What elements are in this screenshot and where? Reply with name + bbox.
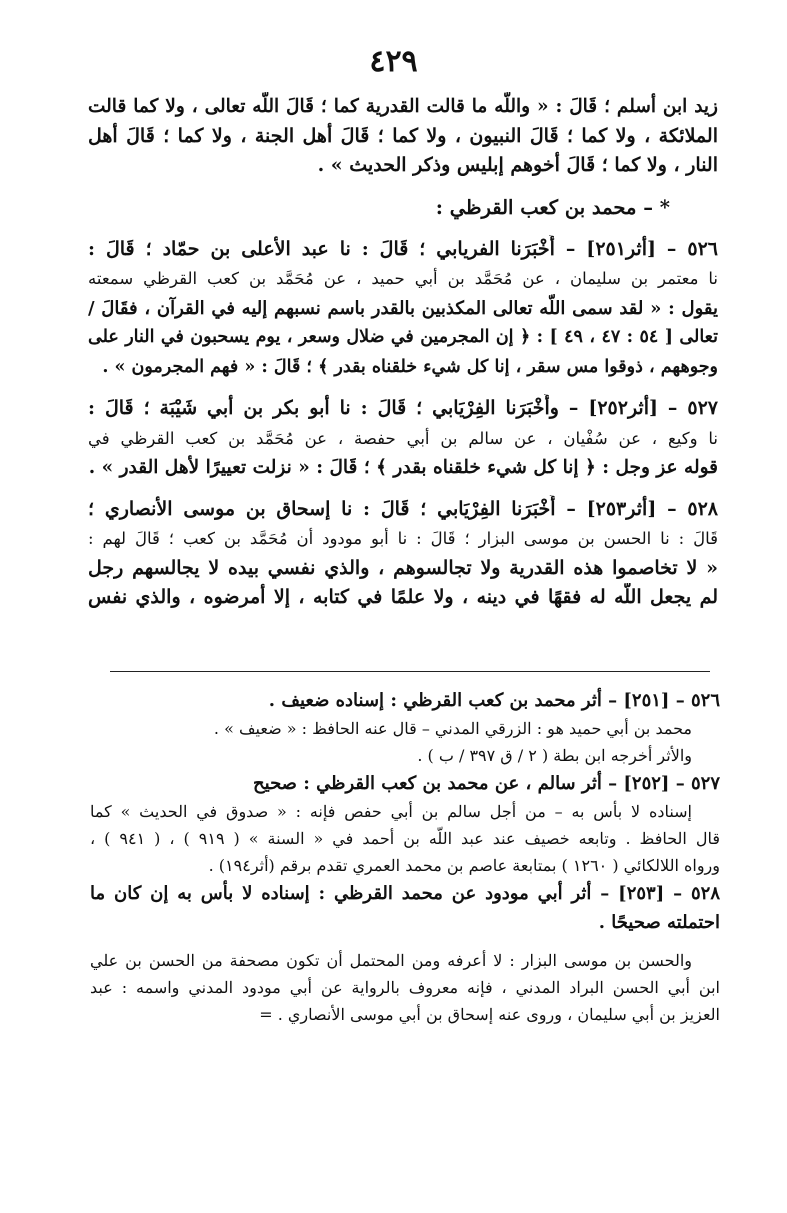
footnote-line: إسناده لا بأس به – من أجل سالم بن أبي حفص فإنه : « صدوق في الحديث » كما	[90, 802, 692, 821]
section-heading: * – محمد بن كعب القرظي :	[435, 195, 670, 219]
text-line: ٥٢٦ – [أثر٢٥١] – أَخْبَرَنا الفريابي ؛ قَالَ : نا عبد الأعلى بن حمّاد ؛ قَالَ :	[88, 237, 718, 260]
text-line: « لا تخاصموا هذه القدرية ولا تجالسوهم ، والذي نفسي بيده لا يجالسهم رجل	[88, 556, 718, 579]
footnote-heading: ٥٢٧ – [٢٥٢] – أثر سالم ، عن محمد بن كعب القرظي : صحيح	[253, 773, 720, 794]
athar-527	[88, 394, 718, 483]
footnote-heading: احتملته صحيحًا .	[598, 912, 720, 933]
footnote-line: محمد بن أبي حميد هو : الزرقي المدني – قال عنه الحافظ : « ضعيف » .	[213, 719, 692, 738]
text-line: يقول : « لقد سمى اللّه تعالى المكذبين بالقدر باسم نسبهم إليه في القرآن ، فقَالَ /	[88, 297, 718, 319]
intro-paragraph	[88, 92, 718, 181]
footnote-divider	[110, 671, 710, 672]
footnote-line: العزيز بن أبي سليمان ، وروى عنه إسحاق بن أبي موسى الأنصاري . =	[259, 1005, 720, 1024]
footnote-heading: ٥٢٨ – [٢٥٣] – أثر أبي مودود عن محمد القرظي : إسناده لا بأس به إن كان ما	[90, 883, 720, 904]
footnote-line: ابن أبي الحسن البراد المدني ، فإنه معروف بالرواية عن أبي مودود المدني واسمه : عبد	[90, 978, 720, 997]
text-line: ٥٢٧ – [أثر٢٥٢] – وأَخْبَرَنا الفِرْيَابي ؛ قَالَ : نا أبو بكر بن أبي شَيْبَة ؛ قَالَ :	[88, 397, 718, 419]
text-line: قَالَ : نا الحسن بن موسى البزار ؛ قَالَ : نا أبو مودود أن مُحَمَّد بن كعب ؛ قَالَ لهم :	[88, 529, 718, 548]
footnote-line: قال الحافظ . وتابعه خصيف عند عبد اللّه بن أحمد في « السنة » ( ٩١٩ ) ، ( ٩٤١ ) ،	[90, 829, 720, 848]
text-line: تعالى [ ٥٤ : ٤٧ ، ٤٩ ] : ﴿ إن المجرمين في ضلال وسعر ، يوم يسحبون في النار على	[88, 327, 718, 347]
footnotes	[90, 686, 720, 1028]
text-line: الملائكة ، ولا كما ؛ قَالَ النبيون ، ولا كما ؛ قَالَ أهل الجنة ، ولا كما ؛ قَالَ أهل	[88, 124, 718, 147]
text-line: نا معتمر بن سليمان ، عن مُحَمَّد بن أبي حميد ، عن مُحَمَّد بن كعب القرظي سمعته	[88, 269, 718, 288]
text-line: قوله عز وجل : ﴿ إنا كل شيء خلقناه بقدر ﴾ ؛ قَالَ : « نزلت تعييرًا لأهل القدر » .	[88, 457, 718, 478]
page-number: ٤٢٩	[369, 44, 418, 79]
main-text	[88, 92, 718, 625]
footnote-line: والحسن بن موسى البزار : لا أعرفه ومن المحتمل أن تكون مصحفة من الحسن بن علي	[90, 951, 692, 970]
athar-528	[88, 495, 718, 613]
athar-526	[88, 235, 718, 383]
footnote-heading: ٥٢٦ – [٢٥١] – أثر محمد بن كعب القرظي : إسناده ضعيف .	[268, 690, 720, 711]
text-line: نا وكيع ، عن سُفْيان ، عن سالم بن أبي حفصة ، عن مُحَمَّد بن كعب القرظي في	[88, 428, 718, 448]
text-line: لم يجعل اللّه له فقهًا في دينه ، ولا علمًا في كتابه ، إلا أمرضوه ، والذي نفس	[88, 586, 718, 608]
text-line: ٥٢٨ – [أثر٢٥٣] – أَخْبَرَنا الفِرْيَابي ؛ قَالَ : نا إسحاق بن موسى الأنصاري ؛	[88, 497, 718, 520]
text-line: وجوههم ، ذوقوا مس سقر ، إنا كل شيء خلقناه بقدر ﴾ ؛ قَالَ : « فهم المجرمون » .	[102, 356, 718, 377]
text-line: زيد ابن أسلم ؛ قَالَ : « واللّه ما قالت القدرية كما ؛ قَالَ اللّه تعالى ، ولا كما قالت	[88, 96, 718, 117]
footnote-line: ورواه اللالكائي ( ١٢٦٠ ) بمتابعة عاصم بن محمد العمري تقدم برقم (أثر١٩٤) .	[208, 856, 720, 875]
footnote-line: والأثر أخرجه ابن بطة ( ٢ / ق ٣٩٧ / ب ) .	[417, 746, 692, 765]
text-line: النار ، ولا كما ؛ قَالَ أخوهم إبليس وذكر الحديث » .	[317, 154, 718, 176]
